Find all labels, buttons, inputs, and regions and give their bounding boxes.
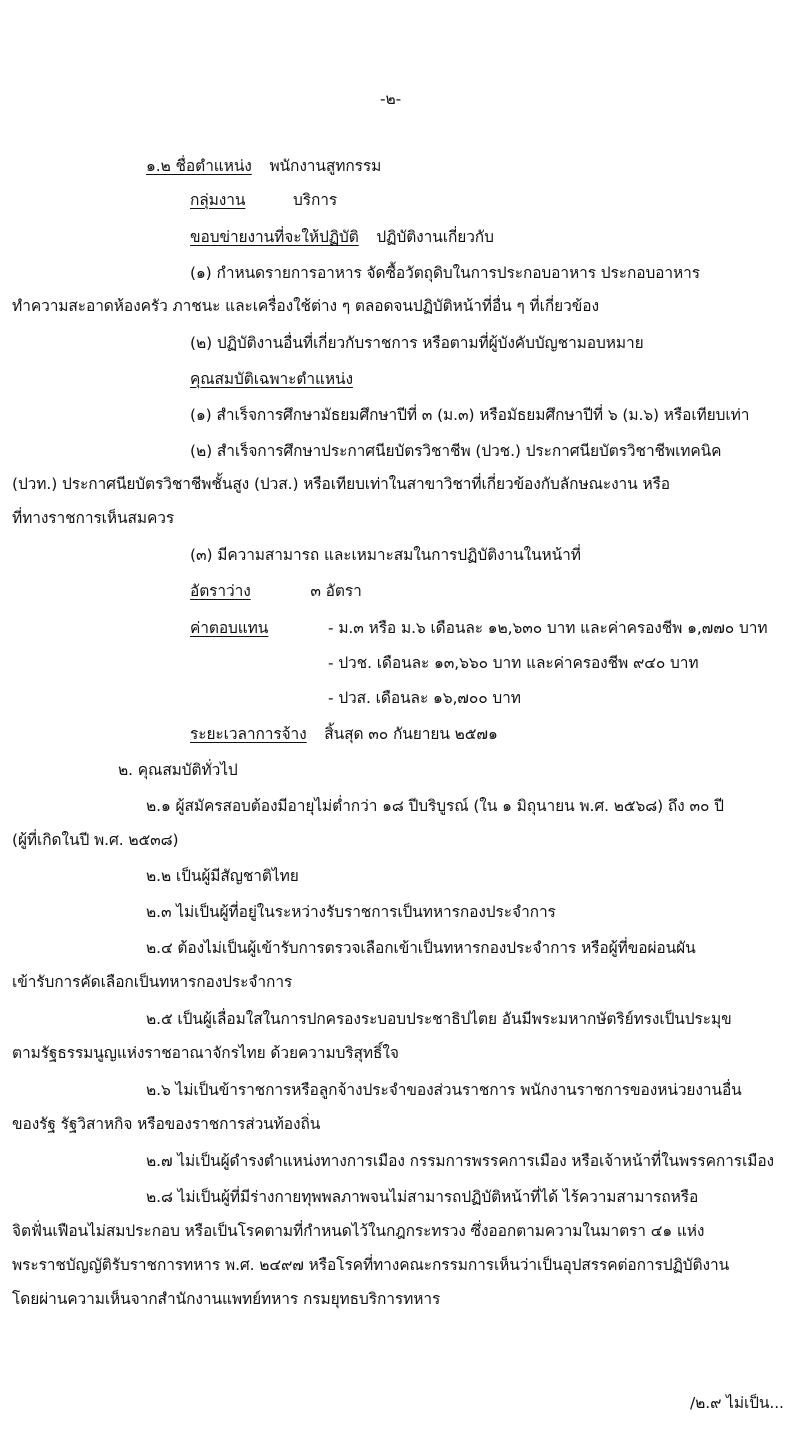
- item-2-2: ๒.๒ เป็นผู้มีสัญชาติไทย: [146, 867, 299, 885]
- pay-item-1: - ม.๓ หรือ ม.๖ เดือนละ ๑๒,๖๓๐ บาท และค่าครองชีพ ๑,๗๗๐ บาท: [328, 619, 768, 637]
- qualification-2-line-1: (๒) สำเร็จการศึกษาประกาศนียบัตรวิชาชีพ (ปวช.) ประกาศนียบัตรวิชาชีพเทคนิค: [190, 442, 722, 460]
- item-2-6-line-2: ของรัฐ รัฐวิสาหกิจ หรือของราชการส่วนท้องถิ่น: [12, 1115, 321, 1133]
- position-label: ๑.๒ ชื่อตำแหน่ง: [146, 157, 252, 175]
- vacancy-value: ๓ อัตรา: [310, 582, 362, 600]
- page-number: -๒-: [380, 90, 402, 108]
- pay-item-2: - ปวช. เดือนละ ๑๓,๖๖๐ บาท และค่าครองชีพ ๙๔๐ บาท: [328, 654, 699, 672]
- position-value: พนักงานสูทกรรม: [269, 157, 382, 175]
- continuation-marker: /๒.๙ ไม่เป็น...: [690, 1394, 784, 1412]
- scope-row: [190, 226, 494, 248]
- qualification-2-line-2: (ปวท.) ประกาศนียบัตรวิชาชีพชั้นสูง (ปวส.) หรือเทียบเท่าในสาขาวิชาที่เกี่ยวข้องกับลักษณะงาน หรือ: [12, 475, 671, 493]
- item-2-8-line-4: โดยผ่านความเห็นจากสำนักงานแพทย์ทหาร กรมยุทธบริการทหาร: [12, 1290, 441, 1308]
- term-label: ระยะเวลาการจ้าง: [190, 725, 307, 743]
- pay-item-3: - ปวส. เดือนละ ๑๖,๗๐๐ บาท: [328, 689, 521, 707]
- general-qualification-heading: ๒. คุณสมบัติทั่วไป: [118, 761, 238, 779]
- term-row: [190, 723, 498, 745]
- pay-label: ค่าตอบแทน: [190, 619, 269, 637]
- item-2-1-line-2: (ผู้ที่เกิดในปี พ.ศ. ๒๕๓๘): [12, 831, 179, 849]
- qualification-2-line-3: ที่ทางราชการเห็นสมควร: [12, 509, 175, 527]
- scope-label: ขอบข่ายงานที่จะให้ปฏิบัติ: [190, 228, 359, 246]
- item-2-5-line-1: ๒.๕ เป็นผู้เลื่อมใสในการปกครองระบอบประชาธิปไตย อันมีพระมหากษัตริย์ทรงเป็นประมุข: [146, 1010, 732, 1028]
- item-2-1-line-1: ๒.๑ ผู้สมัครสอบต้องมีอายุไม่ต่ำกว่า ๑๘ ปีบริบูรณ์ (ใน ๑ มิถุนายน พ.ศ. ๒๕๖๘) ถึง ๓๐ ปี: [146, 797, 724, 815]
- term-value: สิ้นสุด ๓๐ กันยายน ๒๕๗๑: [324, 725, 498, 743]
- duty-1-line-1: (๑) กำหนดรายการอาหาร จัดซื้อวัตถุดิบในการประกอบอาหาร ประกอบอาหาร: [190, 264, 700, 282]
- qualification-3: (๓) มีความสามารถ และเหมาะสมในการปฏิบัติงานในหน้าที่: [190, 546, 581, 564]
- group-label: กลุ่มงาน: [190, 191, 246, 209]
- scope-value: ปฏิบัติงานเกี่ยวกับ: [376, 228, 494, 246]
- item-2-5-line-2: ตามรัฐธรรมนูญแห่งราชอาณาจักรไทย ด้วยความบริสุทธิ์ใจ: [12, 1044, 399, 1062]
- position-title-row: [146, 155, 381, 177]
- item-2-6-line-1: ๒.๖ ไม่เป็นข้าราชการหรือลูกจ้างประจำของส่วนราชการ พนักงานราชการของหน่วยงานอื่น: [146, 1081, 742, 1099]
- qualification-1: (๑) สำเร็จการศึกษามัธยมศึกษาปีที่ ๓ (ม.๓) หรือมัธยมศึกษาปีที่ ๖ (ม.๖) หรือเทียบเท่า: [190, 406, 750, 424]
- group-value: บริการ: [293, 191, 338, 209]
- duty-2: (๒) ปฏิบัติงานอื่นที่เกี่ยวกับราชการ หรือตามที่ผู้บังคับบัญชามอบหมาย: [190, 334, 644, 352]
- item-2-8-line-3: พระราชบัญญัติรับราชการทหาร พ.ศ. ๒๔๙๗ หรือโรคที่ทางคณะกรรมการเห็นว่าเป็นอุปสรรคต่อการปฏิบัติงาน: [12, 1256, 730, 1274]
- item-2-3: ๒.๓ ไม่เป็นผู้ที่อยู่ในระหว่างรับราชการเป็นทหารกองประจำการ: [146, 903, 556, 921]
- item-2-8-line-2: จิตฟั่นเฟือนไม่สมประกอบ หรือเป็นโรคตามที่กำหนดไว้ในกฎกระทรวง ซึ่งออกตามความในมาตรา ๔๑ แห่ง: [12, 1222, 705, 1240]
- qualification-heading: คุณสมบัติเฉพาะตำแหน่ง: [190, 370, 353, 388]
- vacancy-row: [190, 580, 362, 602]
- item-2-7: ๒.๗ ไม่เป็นผู้ดำรงตำแหน่งทางการเมือง กรรมการพรรคการเมือง หรือเจ้าหน้าที่ในพรรคการเมือง: [146, 1152, 774, 1170]
- group-row: [190, 189, 337, 211]
- pay-row: [190, 617, 268, 639]
- duty-1-line-2: ทำความสะอาดห้องครัว ภาชนะ และเครื่องใช้ต่าง ๆ ตลอดจนปฏิบัติหน้าที่อื่น ๆ ที่เกี่ยวข้อง: [12, 297, 599, 315]
- vacancy-label: อัตราว่าง: [190, 582, 251, 600]
- item-2-8-line-1: ๒.๘ ไม่เป็นผู้ที่มีร่างกายทุพพลภาพจนไม่สามารถปฏิบัติหน้าที่ได้ ไร้ความสามารถหรือ: [146, 1188, 699, 1206]
- item-2-4-line-1: ๒.๔ ต้องไม่เป็นผู้เข้ารับการตรวจเลือกเข้าเป็นทหารกองประจำการ หรือผู้ที่ขอผ่อนผัน: [146, 939, 696, 957]
- item-2-4-line-2: เข้ารับการคัดเลือกเป็นทหารกองประจำการ: [12, 973, 293, 991]
